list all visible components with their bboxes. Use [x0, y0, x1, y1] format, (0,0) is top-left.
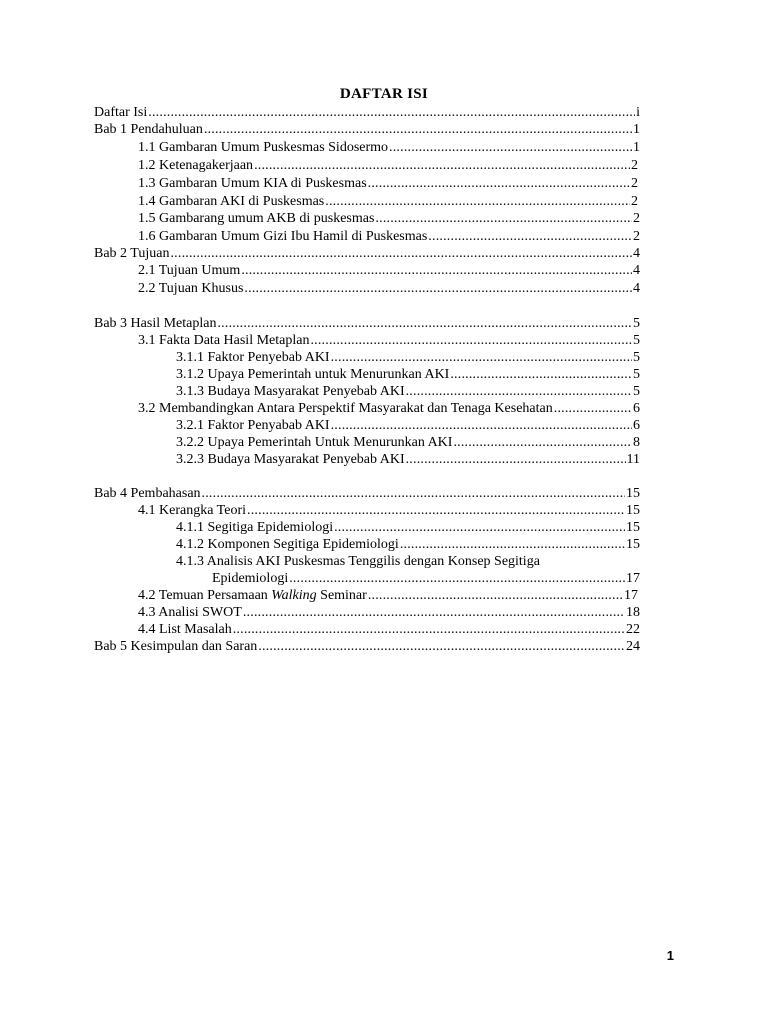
toc-entry: [138, 604, 640, 621]
toc-entry: [94, 485, 640, 502]
toc-entry: [138, 139, 640, 156]
toc-entry-label: [138, 587, 367, 604]
toc-entry-page: 5: [633, 316, 640, 331]
toc-entry-label: 3.2 Membandingkan Antara Perspektif Masyarakat dan Tenaga Kesehatan: [138, 401, 553, 416]
toc-entry: [212, 570, 640, 587]
toc-entry-label: 3.1 Fakta Data Hasil Metaplan: [138, 333, 310, 348]
toc-leader: [375, 212, 632, 226]
toc-entry-label: 4.1.3 Analisis AKI Puskesmas Tenggilis dengan Konsep Segitiga: [176, 554, 540, 569]
toc-leader: [202, 487, 625, 501]
toc-entry-label: 3.2.3 Budaya Masyarakat Penyebab AKI: [176, 452, 405, 467]
toc-entry: [94, 638, 640, 655]
toc-entry: [138, 502, 640, 519]
toc-leader: [453, 436, 632, 450]
toc-entry: [138, 157, 638, 174]
toc-entry-label: 1.6 Gambaran Umum Gizi Ibu Hamil di Puskesmas: [138, 229, 428, 244]
toc-entry-page: 2: [631, 158, 638, 173]
toc-entry: [138, 587, 638, 604]
toc-entry-page: 4: [633, 246, 640, 261]
toc-leader: [406, 385, 632, 399]
toc-entry-page: 2: [633, 211, 640, 226]
toc-entry-label: Bab 1 Pendahuluan: [94, 122, 203, 137]
toc-entry-page: 5: [633, 333, 640, 348]
toc-entry-label: 3.1.1 Faktor Penyebab AKI: [176, 350, 330, 365]
toc-leader: [331, 419, 632, 433]
toc-label-part: Seminar: [316, 588, 367, 603]
toc-label-part: 4.2 Temuan Persamaan: [138, 588, 272, 603]
toc-entry: [176, 417, 640, 434]
toc-leader: [368, 589, 623, 603]
toc-entry-page: 2: [631, 176, 638, 191]
toc-entry: [176, 553, 640, 570]
toc-entry-page: 2: [633, 229, 640, 244]
toc-leader: [170, 247, 632, 261]
toc-entry-page: 1: [633, 140, 640, 155]
toc-leader: [554, 402, 632, 416]
toc-entry-label: Bab 5 Kesimpulan dan Saran: [94, 639, 258, 654]
toc-leader: [368, 177, 630, 191]
toc-entry-label: 1.1 Gambaran Umum Puskesmas Sidosermo: [138, 140, 389, 155]
toc-entry-page: 6: [633, 418, 640, 433]
toc-entry-page: 2: [631, 194, 638, 209]
toc-entry-page: 15: [626, 520, 640, 535]
toc-leader: [258, 640, 625, 654]
toc-leader: [217, 317, 632, 331]
toc-leader: [244, 282, 632, 296]
toc-leader: [310, 334, 632, 348]
toc-entry: [176, 536, 640, 553]
toc-entry-page: i: [636, 105, 640, 120]
toc-leader: [204, 123, 632, 137]
toc-entry: [176, 349, 640, 366]
toc-label-italic: Walking: [271, 588, 317, 603]
toc-leader: [400, 538, 625, 552]
toc-entry-page: 18: [626, 605, 640, 620]
toc-entry-label: 2.2 Tujuan Khusus: [138, 281, 244, 296]
toc-entry-page: 15: [626, 537, 640, 552]
toc-entry-page: 11: [626, 452, 640, 467]
toc-leader: [247, 504, 625, 518]
toc-entry-page: 17: [624, 588, 638, 603]
toc-entry: [176, 451, 640, 468]
toc-entry-page: 5: [633, 384, 640, 399]
toc-entry: [138, 228, 640, 245]
toc-entry-label: Daftar Isi: [94, 105, 148, 120]
toc-entry-label: Bab 3 Hasil Metaplan: [94, 316, 217, 331]
toc-leader: [325, 195, 630, 209]
toc-entry-page: 1: [633, 122, 640, 137]
toc-entry-page: 17: [626, 571, 640, 586]
toc-leader: [450, 368, 632, 382]
toc-entry-label: 1.2 Ketenagakerjaan: [138, 158, 254, 173]
toc-entry-label: 4.4 List Masalah: [138, 622, 232, 637]
toc-entry: [138, 210, 640, 227]
toc-entry: [138, 262, 640, 279]
toc-entry: [138, 621, 640, 638]
toc-entry-page: 5: [633, 350, 640, 365]
toc-entry-page: 8: [633, 435, 640, 450]
toc-entry: [138, 193, 638, 210]
toc-entry-page: 22: [626, 622, 640, 637]
toc-entry: [138, 175, 638, 192]
toc-entry: [176, 434, 640, 451]
toc-entry: [176, 366, 640, 383]
toc-leader: [406, 453, 626, 467]
toc-leader: [389, 141, 632, 155]
toc-entry-label: 4.1.2 Komponen Segitiga Epidemiologi: [176, 537, 399, 552]
page-title: DAFTAR ISI: [339, 86, 429, 102]
toc-entry-page: 5: [633, 367, 640, 382]
toc-entry: [94, 121, 640, 138]
toc-leader: [148, 106, 635, 120]
toc-entry-label: 3.1.3 Budaya Masyarakat Penyebab AKI: [176, 384, 405, 399]
toc-entry: [138, 332, 640, 349]
toc-leader: [243, 606, 625, 620]
toc-entry: [138, 280, 640, 297]
toc-entry-label: 1.4 Gambaran AKI di Puskesmas: [138, 194, 325, 209]
toc-entry-page: 15: [626, 503, 640, 518]
toc-entry-label: 2.1 Tujuan Umum: [138, 263, 241, 278]
page-number: 1: [666, 948, 674, 963]
toc-entry: [94, 245, 640, 262]
toc-entry-label: 1.3 Gambaran Umum KIA di Puskesmas: [138, 176, 367, 191]
toc-entry-label: 4.1 Kerangka Teori: [138, 503, 247, 518]
toc-entry: [138, 400, 640, 417]
toc-leader: [254, 159, 630, 173]
toc-entry-page: 6: [633, 401, 640, 416]
toc-entry-label: 3.2.1 Faktor Penyabab AKI: [176, 418, 330, 433]
toc-entry-label: 4.1.1 Segitiga Epidemiologi: [176, 520, 334, 535]
toc-entry-page: 15: [626, 486, 640, 501]
toc-entry: [94, 315, 640, 332]
toc-entry: [176, 519, 640, 536]
toc-entry-page: 4: [633, 281, 640, 296]
toc-entry-label: Epidemiologi: [212, 571, 289, 586]
toc-leader: [331, 351, 632, 365]
toc-leader: [289, 572, 625, 586]
toc-entry: [176, 383, 640, 400]
toc-leader: [428, 230, 632, 244]
toc-entry-label: 4.3 Analisi SWOT: [138, 605, 242, 620]
toc-entry-label: Bab 4 Pembahasan: [94, 486, 201, 501]
toc-entry-label: 3.2.2 Upaya Pemerintah Untuk Menurunkan AKI: [176, 435, 453, 450]
toc-leader: [241, 264, 632, 278]
toc-entry-label: Bab 2 Tujuan: [94, 246, 170, 261]
toc-entry-label: 1.5 Gambarang umum AKB di puskesmas: [138, 211, 375, 226]
toc-leader: [334, 521, 625, 535]
toc-entry-page: 4: [633, 263, 640, 278]
toc-entry: [94, 104, 640, 121]
toc-entry-label: 3.1.2 Upaya Pemerintah untuk Menurunkan AKI: [176, 367, 450, 382]
toc-leader: [233, 623, 625, 637]
toc-entry-page: 24: [626, 639, 640, 654]
